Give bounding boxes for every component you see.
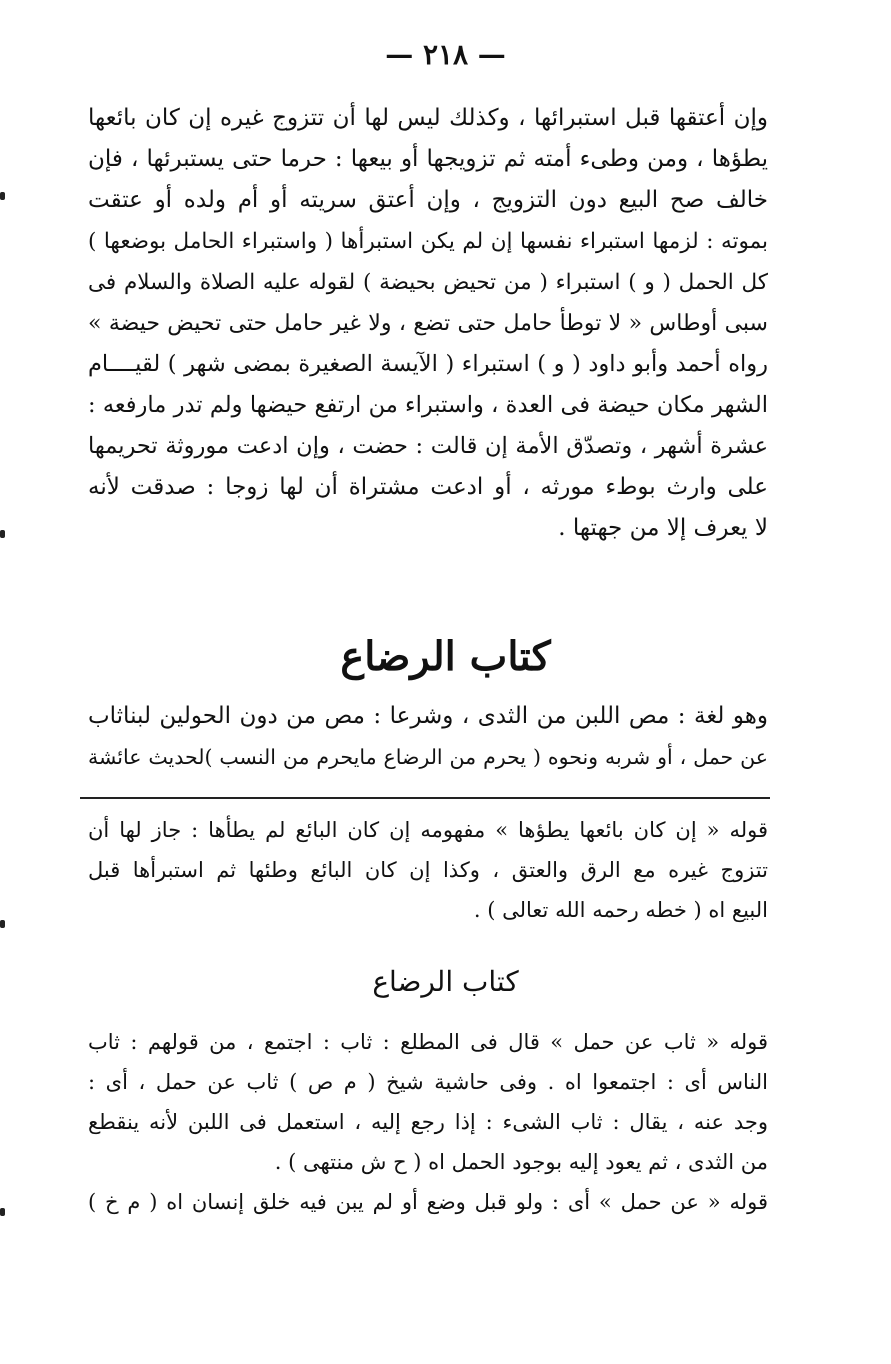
note-line: من الثدى ، ثم يعود إليه بوجود الحمل اه ( ح ش منتهى ) . xyxy=(274,1150,768,1174)
main-line: كل الحمل ( و ) استبراء ( من تحيض بحيضة ) لقوله عليه الصلاة والسلام فى xyxy=(88,270,768,295)
main-line: خالف صح البيع دون التزويج ، وإن أعتق سريته أو أم ولده أو عتقت xyxy=(88,187,768,213)
note-line: تتزوج غيره مع الرق والعتق ، وكذا إن كان البائع وطئها ثم استبرأها قبل xyxy=(88,858,768,882)
margin-mark xyxy=(0,192,5,200)
main-line: على وارث بوطء مورثه ، أو ادعت مشتراة أن لها زوجا : صدقت لأنه xyxy=(88,474,768,500)
margin-mark xyxy=(0,920,5,928)
chapter-line: وهو لغة : مص اللبن من الثدى ، وشرعا : مص من دون الحولين لبناثاب xyxy=(88,703,768,729)
chapter-title: كتاب الرضاع xyxy=(340,633,551,680)
footnote-block-1 xyxy=(88,810,768,930)
note-line: البيع اه ( خطه رحمه الله تعالى ) . xyxy=(473,898,768,922)
note-line: الناس أى : اجتمعوا اه . وفى حاشية شيخ ( م ص ) ثاب عن حمل ، أى : xyxy=(88,1070,768,1094)
main-text-block xyxy=(88,98,768,549)
note-line: قوله « ثاب عن حمل » قال فى المطلع : ثاب : اجتمع ، من قولهم : ثاب xyxy=(88,1030,768,1054)
footnote-block-2 xyxy=(88,1022,768,1222)
main-line: وإن أعتقها قبل استبرائها ، وكذلك ليس لها أن تتزوج غيره إن كان بائعها xyxy=(88,105,768,131)
note-line: وجد عنه ، يقال : ثاب الشىء : إذا رجع إليه ، استعمل فى اللبن لأنه ينقطع xyxy=(88,1110,768,1134)
note-line: قوله « إن كان بائعها يطؤها » مفهومه إن كان البائع لم يطأها : جاز لها أن xyxy=(88,818,768,842)
main-line: رواه أحمد وأبو داود ( و ) استبراء ( الآيسة الصغيرة بمضى شهر ) لقيــــام xyxy=(88,351,768,377)
page-number: — ٢١٨ — xyxy=(385,38,506,71)
main-line: الشهر مكان حيضة فى العدة ، واستبراء من ارتفع حيضها ولم تدر مارفعه : xyxy=(88,392,768,418)
main-line: بموته : لزمها استبراء نفسها إن لم يكن استبرأها ( واستبراء الحامل بوضعها ) xyxy=(88,229,768,254)
chapter-text-block xyxy=(88,696,768,778)
footnote-divider xyxy=(80,797,770,799)
footnote-section-title: كتاب الرضاع xyxy=(372,965,519,998)
main-line: عشرة أشهر ، وتصدّق الأمة إن قالت : حضت ، وإن ادعت موروثة تحريمها xyxy=(88,433,768,459)
margin-mark xyxy=(0,1208,5,1216)
chapter-line: عن حمل ، أو شربه ونحوه ( يحرم من الرضاع مايحرم من النسب )لحديث عائشة xyxy=(88,745,768,769)
margin-mark xyxy=(0,530,5,538)
main-line: لا يعرف إلا من جهتها . xyxy=(558,515,768,541)
note-line: قوله « عن حمل » أى : ولو قبل وضع أو لم يبن فيه خلق إنسان اه ( م خ ) xyxy=(88,1190,768,1214)
main-line: يطؤها ، ومن وطىء أمته ثم تزويجها أو بيعها : حرما حتى يستبرئها ، فإن xyxy=(88,146,768,172)
main-line: سبى أوطاس « لا توطأ حامل حتى تضع ، ولا غير حامل حتى تحيض حيضة » xyxy=(88,311,768,336)
